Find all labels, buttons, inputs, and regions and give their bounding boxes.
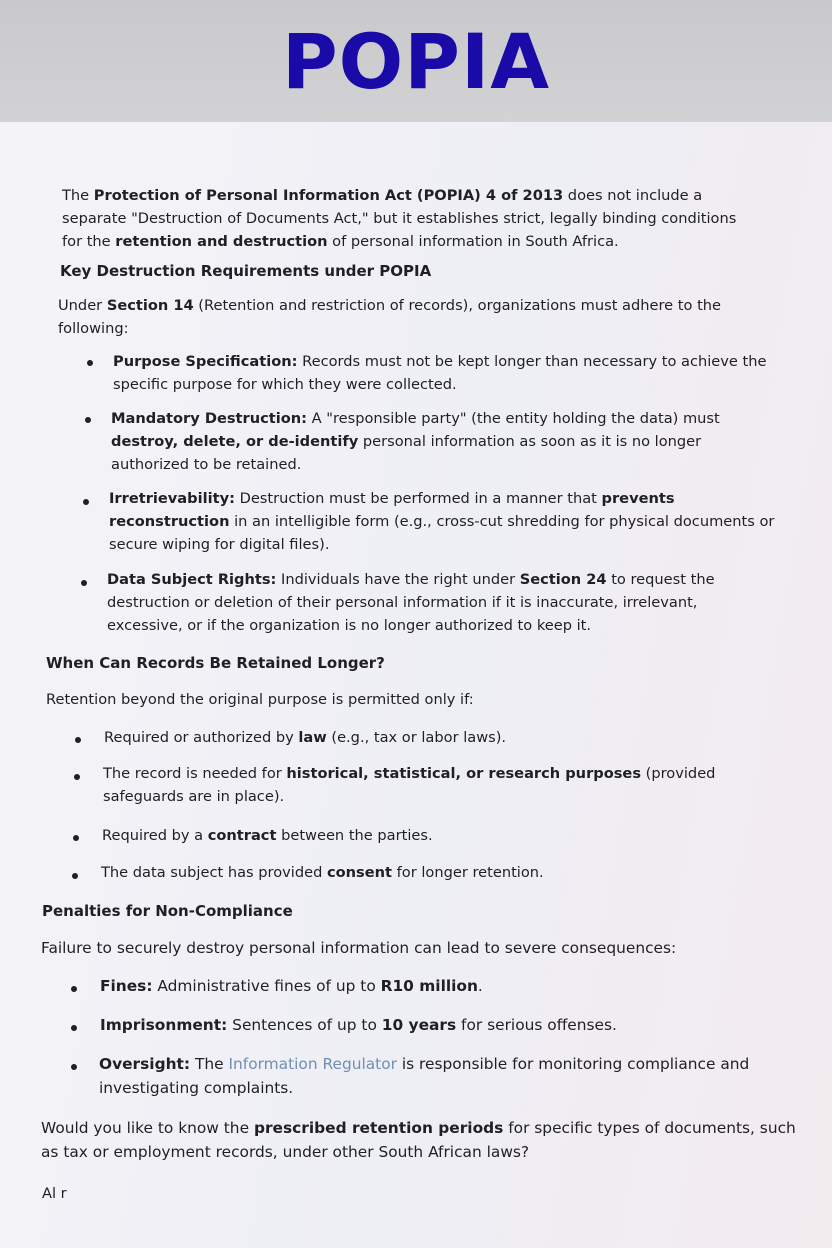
list-item (104, 726, 784, 749)
item-bold-text: R10 million (380, 977, 478, 995)
list-item (101, 861, 781, 884)
item-text: The data subject has provided (101, 864, 327, 881)
item-text: Sentences of up to (227, 1016, 382, 1034)
item-label: Imprisonment: (100, 1016, 228, 1034)
item-label: Purpose Specification: (113, 353, 298, 370)
item-text: The record is needed for (103, 765, 287, 782)
list-item (107, 568, 737, 637)
item-text: A "responsible party" (the entity holding the data) must (307, 410, 720, 427)
title-banner (0, 0, 832, 122)
item-text: (provided safeguards are in place). (103, 765, 716, 805)
item-label: Oversight: (99, 1055, 191, 1073)
item-bold-text: contract (207, 827, 277, 844)
item-text: between the parties. (276, 827, 433, 844)
section3-lead: Failure to securely destroy personal information can lead to severe consequences: (41, 939, 677, 957)
bullet-icon (75, 737, 81, 743)
bullet-icon (81, 580, 87, 586)
bullet-icon (85, 417, 91, 423)
list-item (103, 762, 753, 808)
item-text: . (477, 977, 483, 995)
list-item (99, 1052, 779, 1100)
truncated-text: Al r (42, 1185, 67, 1202)
item-text: in an intelligible form (e.g., cross-cut shredding for physical documents or secure wiping for digital files). (109, 513, 775, 553)
list-item (102, 824, 782, 847)
item-label: Data Subject Rights: (107, 571, 277, 588)
item-bold-text: historical, statistical, or research purposes (286, 765, 642, 782)
bullet-icon (71, 1025, 77, 1031)
section1-lead (58, 294, 758, 340)
closing-retention-periods: prescribed retention periods (253, 1119, 504, 1137)
bullet-icon (72, 873, 78, 879)
section1-heading: Key Destruction Requirements under POPIA (60, 262, 432, 280)
section2-heading: When Can Records Be Retained Longer? (46, 654, 385, 672)
item-label: Fines: (100, 977, 153, 995)
item-text: is responsible for monitoring compliance and investigating complaints. (99, 1055, 750, 1097)
intro-retention-destruction: retention and destruction (115, 233, 328, 250)
item-bold-text: consent (326, 864, 392, 881)
bullet-icon (87, 360, 93, 366)
section1-lead-text-2: (Retention and restriction of records), organizations must adhere to the following: (58, 297, 722, 337)
item-text: to request the destruction or deletion of their personal information if it is inaccurate, irrelevant, excessive, or if the organization is no longer authorized to keep it. (107, 571, 715, 634)
bullet-icon (83, 499, 89, 505)
item-text: (e.g., tax or labor laws). (326, 729, 507, 746)
item-label: Mandatory Destruction: (111, 410, 307, 427)
section2-lead: Retention beyond the original purpose is permitted only if: (46, 691, 474, 708)
list-item (100, 1013, 800, 1037)
item-text: personal information as soon as it is no longer authorized to be retained. (111, 433, 702, 473)
document-page (0, 122, 832, 1248)
information-regulator-link[interactable]: Information Regulator (228, 1055, 397, 1073)
item-bold-text: prevents reconstruction (109, 490, 675, 530)
item-label: Irretrievability: (109, 490, 235, 507)
list-item (111, 407, 761, 476)
intro-text-1: The (62, 187, 94, 204)
item-text: Administrative fines of up to (152, 977, 381, 995)
item-text: Records must not be kept longer than necessary to achieve the specific purpose for which they were collected. (113, 353, 767, 393)
bullet-icon (71, 1064, 77, 1070)
item-text: Required or authorized by (104, 729, 299, 746)
bullet-icon (74, 774, 80, 780)
closing-paragraph (41, 1116, 811, 1164)
closing-text-1: Would you like to know the (41, 1119, 254, 1137)
item-bold-text: 10 years (381, 1016, 457, 1034)
intro-paragraph (62, 184, 752, 253)
bullet-icon (73, 835, 79, 841)
item-text: Individuals have the right under (276, 571, 520, 588)
list-item (113, 350, 785, 396)
item-bold-text: law (298, 729, 327, 746)
item-text: Destruction must be performed in a manner that (234, 490, 602, 507)
closing-text-2: for specific types of documents, such as tax or employment records, under other South African laws? (41, 1119, 796, 1161)
list-item (109, 487, 787, 556)
intro-text-2: does not include a separate "Destruction of Documents Act," but it establishes strict, legally binding conditions for the (62, 187, 737, 250)
item-bold-text: destroy, delete, or de-identify (111, 433, 359, 450)
item-text: for longer retention. (392, 864, 544, 881)
item-bold-text: Section 24 (519, 571, 607, 588)
item-text: for serious offenses. (456, 1016, 617, 1034)
section1-lead-section: Section 14 (106, 297, 194, 314)
item-text: The (190, 1055, 229, 1073)
section3-heading: Penalties for Non-Compliance (42, 902, 293, 920)
bullet-icon (71, 986, 77, 992)
section1-lead-text-1: Under (58, 297, 107, 314)
list-item (100, 974, 800, 998)
intro-text-3: of personal information in South Africa. (327, 233, 619, 250)
page-title: POPIA (281, 16, 551, 106)
item-text: Required by a (102, 827, 208, 844)
intro-act-name: Protection of Personal Information Act (POPIA) 4 of 2013 (93, 187, 564, 204)
